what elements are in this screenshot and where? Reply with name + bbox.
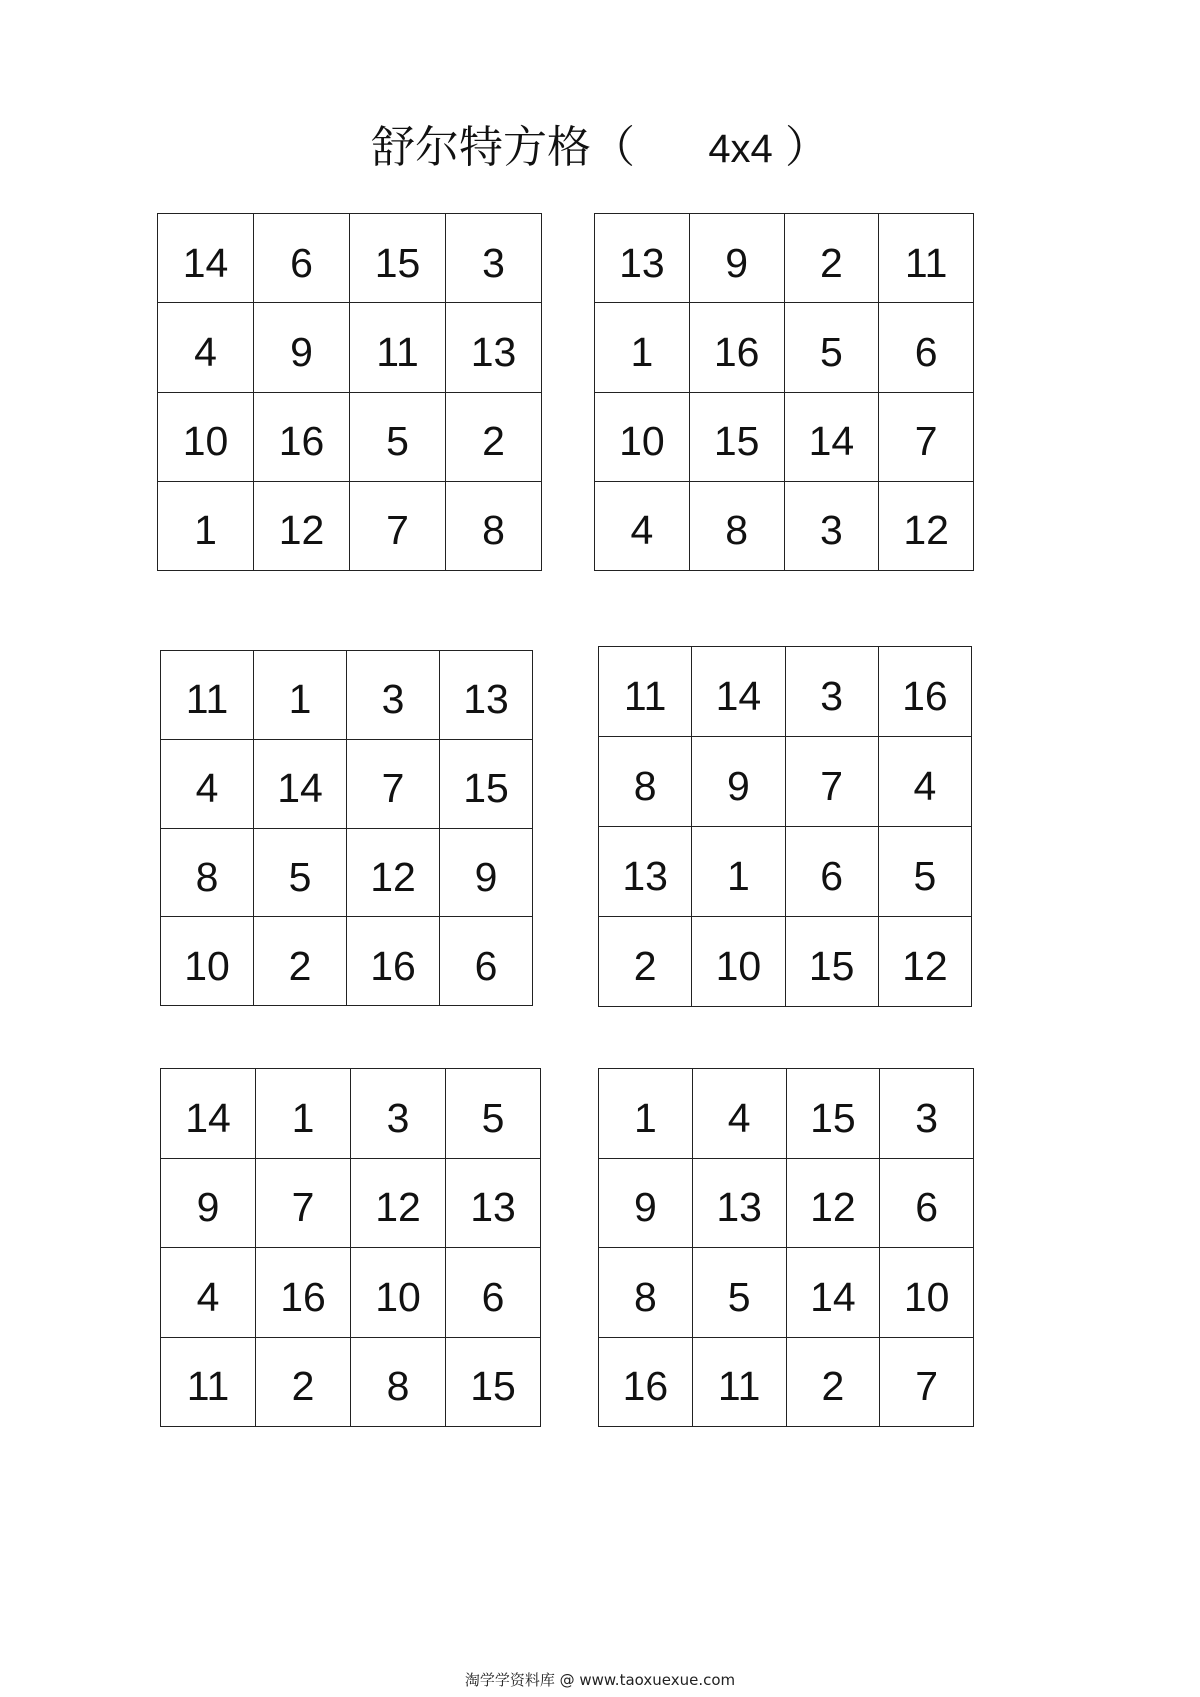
grid-cell: 14 <box>254 739 347 828</box>
grid-cell: 15 <box>446 1337 541 1427</box>
grid-cell: 16 <box>256 1248 351 1338</box>
grid-cell: 14 <box>158 214 254 303</box>
grid-cell: 12 <box>347 828 440 917</box>
grid-cell: 6 <box>446 1248 541 1338</box>
grid-cell: 13 <box>599 827 692 917</box>
grid-cell: 14 <box>692 647 785 737</box>
grid-cell: 7 <box>347 739 440 828</box>
grid-cell: 6 <box>880 1158 974 1248</box>
page-title <box>0 118 1200 179</box>
grid-cell: 2 <box>784 214 879 303</box>
grid-cell: 9 <box>689 214 784 303</box>
footer-watermark: 淘学学资料库 @ www.taoxuexue.com <box>464 1671 736 1689</box>
grid-cell: 13 <box>595 214 690 303</box>
grid-cell: 1 <box>692 827 785 917</box>
schulte-grid-6 <box>598 1068 974 1427</box>
grid-cell: 6 <box>440 917 533 1006</box>
schulte-grid-4 <box>598 646 972 1007</box>
grid-cell: 10 <box>692 917 785 1007</box>
grid-cell: 10 <box>161 917 254 1006</box>
title-grid-size: 4x4 <box>708 127 773 171</box>
grid-cell: 9 <box>440 828 533 917</box>
grid-cell: 4 <box>161 1248 256 1338</box>
grid-cell: 13 <box>692 1158 786 1248</box>
schulte-grid-5 <box>160 1068 541 1427</box>
grid-cell: 15 <box>350 214 446 303</box>
title-text: 舒尔特方格（ <box>370 122 635 173</box>
grid-cell: 4 <box>595 481 690 570</box>
grid-cell: 9 <box>692 737 785 827</box>
grid-cell: 16 <box>254 392 350 481</box>
grid-cell: 12 <box>254 481 350 570</box>
grid-cell: 16 <box>689 303 784 392</box>
grid-cell: 15 <box>786 1069 880 1159</box>
grid-cell: 14 <box>161 1069 256 1159</box>
grid-cell: 3 <box>351 1069 446 1159</box>
grid-cell: 1 <box>158 481 254 570</box>
grid-cell: 4 <box>161 739 254 828</box>
grid-cell: 1 <box>256 1069 351 1159</box>
grid-cell: 10 <box>880 1248 974 1338</box>
grid-cell: 1 <box>599 1069 693 1159</box>
grid-cell: 6 <box>785 827 878 917</box>
grid-cell: 8 <box>351 1337 446 1427</box>
grid-cell: 14 <box>784 392 879 481</box>
grid-cell: 10 <box>351 1248 446 1338</box>
grid-cell: 9 <box>254 303 350 392</box>
grid-cell: 12 <box>879 481 974 570</box>
grid-cell: 11 <box>879 214 974 303</box>
grid-cell: 4 <box>878 737 971 827</box>
grid-cell: 10 <box>158 392 254 481</box>
grid-cell: 9 <box>599 1158 693 1248</box>
grid-cell: 3 <box>347 651 440 740</box>
grid-cell: 3 <box>880 1069 974 1159</box>
grid-cell: 6 <box>879 303 974 392</box>
grid-cell: 6 <box>254 214 350 303</box>
grid-cell: 11 <box>161 651 254 740</box>
grid-cell: 11 <box>599 647 692 737</box>
grid-cell: 12 <box>351 1158 446 1248</box>
grid-cell: 5 <box>254 828 347 917</box>
grid-cell: 4 <box>158 303 254 392</box>
grid-cell: 3 <box>784 481 879 570</box>
grid-cell: 16 <box>347 917 440 1006</box>
grid-cell: 11 <box>692 1337 786 1427</box>
grid-cell: 3 <box>446 214 542 303</box>
grid-cell: 12 <box>786 1158 880 1248</box>
grid-cell: 12 <box>878 917 971 1007</box>
grid-cell: 13 <box>440 651 533 740</box>
grid-cell: 15 <box>440 739 533 828</box>
grid-cell: 8 <box>161 828 254 917</box>
grid-cell: 16 <box>599 1337 693 1427</box>
grid-cell: 7 <box>785 737 878 827</box>
grid-cell: 15 <box>785 917 878 1007</box>
grid-cell: 14 <box>786 1248 880 1338</box>
grid-cell: 5 <box>692 1248 786 1338</box>
grid-cell: 10 <box>595 392 690 481</box>
grid-cell: 7 <box>880 1337 974 1427</box>
grid-cell: 2 <box>599 917 692 1007</box>
grid-cell: 3 <box>785 647 878 737</box>
grid-cell: 2 <box>256 1337 351 1427</box>
grid-cell: 2 <box>254 917 347 1006</box>
grid-cell: 5 <box>784 303 879 392</box>
grid-cell: 9 <box>161 1158 256 1248</box>
grid-cell: 15 <box>689 392 784 481</box>
grid-cell: 13 <box>446 303 542 392</box>
schulte-grid-1 <box>157 213 542 571</box>
grid-cell: 8 <box>689 481 784 570</box>
grid-cell: 13 <box>446 1158 541 1248</box>
grid-cell: 7 <box>256 1158 351 1248</box>
title-close-paren: ） <box>785 122 830 173</box>
grid-cell: 2 <box>786 1337 880 1427</box>
grid-cell: 8 <box>599 737 692 827</box>
schulte-grid-2 <box>594 213 974 571</box>
grid-cell: 1 <box>595 303 690 392</box>
grid-cell: 8 <box>599 1248 693 1338</box>
grid-cell: 1 <box>254 651 347 740</box>
grid-cell: 8 <box>446 481 542 570</box>
grid-cell: 2 <box>446 392 542 481</box>
grid-cell: 5 <box>878 827 971 917</box>
grid-cell: 5 <box>350 392 446 481</box>
schulte-grid-3 <box>160 650 533 1006</box>
grid-cell: 7 <box>879 392 974 481</box>
grid-cell: 11 <box>161 1337 256 1427</box>
grid-cell: 7 <box>350 481 446 570</box>
grid-cell: 16 <box>878 647 971 737</box>
grid-cell: 4 <box>692 1069 786 1159</box>
grid-cell: 11 <box>350 303 446 392</box>
grid-cell: 5 <box>446 1069 541 1159</box>
